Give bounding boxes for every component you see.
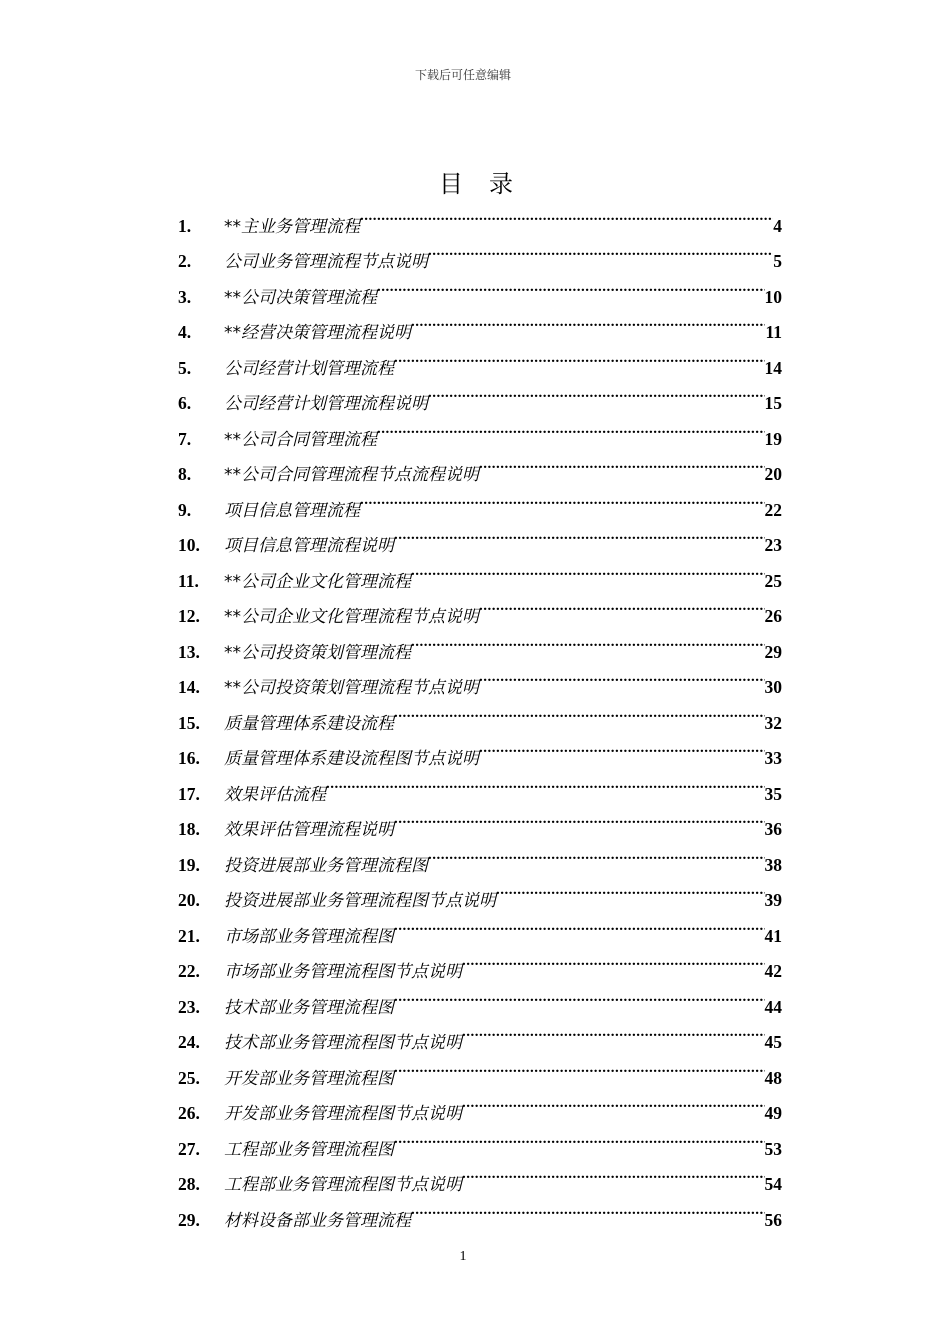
toc-entry-title: 项目信息管理流程 [224,500,360,521]
toc-entry-title: 市场部业务管理流程图 [224,926,394,947]
toc-entry-title: 技术部业务管理流程图 [224,997,394,1018]
toc-entry-number: 24. [178,1032,200,1052]
toc-entry-page: 11 [765,322,782,342]
toc-entry-title: 开发部业务管理流程图节点说明 [224,1104,462,1124]
toc-entry-number: 16. [178,748,200,768]
toc-entry-number: 1. [178,215,192,236]
toc-entry-number: 8. [178,464,192,484]
toc-entry-title: **公司投资策划管理流程节点说明 [224,678,479,698]
toc-entry-page: 35 [764,783,782,804]
toc-entry-number: 21. [178,925,200,946]
toc-entry-title: 投资进展部业务管理流程图节点说明 [224,891,496,911]
toc-dot-leader [394,516,765,552]
toc-entry-number: 15. [178,712,200,733]
toc-entry-number: 3. [178,286,192,307]
toc-entry[interactable] [178,196,782,237]
toc-entry-page: 15 [764,393,782,413]
toc-entry-number: 2. [178,251,192,271]
toc-entry-number: 13. [178,641,200,662]
toc-entry-page: 54 [764,1174,782,1194]
toc-entry-title: 公司经营计划管理流程 [224,358,394,379]
toc-entry-number: 28. [178,1174,200,1194]
toc-entry-number: 26. [178,1103,200,1123]
toc-dot-leader [411,303,765,339]
toc-entry-title: 技术部业务管理流程图节点说明 [224,1033,462,1053]
toc-entry-title: 项目信息管理流程说明 [224,536,394,556]
page-number: 1 [459,1249,467,1264]
toc-dot-leader [394,906,765,942]
toc-dot-leader [394,1119,765,1155]
toc-dot-leader [479,658,765,694]
toc-entry-number: 19. [178,854,200,875]
toc-entry-number: 12. [178,606,200,626]
toc-entry-number: 14. [178,677,200,697]
toc-dot-leader [428,232,773,268]
toc-dot-leader [462,942,765,978]
toc-dot-leader [394,1048,765,1084]
toc-dot-leader [360,480,765,516]
toc-dot-leader [411,551,765,587]
toc-entry-number: 6. [178,393,192,413]
toc-entry-number: 10. [178,535,200,555]
toc-dot-leader [411,1190,765,1226]
toc-entry-title: 开发部业务管理流程图 [224,1068,394,1089]
toc-dot-leader [411,622,765,658]
toc-entry-page: 30 [764,677,782,697]
toc-entry-page: 23 [764,535,782,555]
toc-entry-page: 22 [764,499,782,520]
toc-entry-title: **公司合同管理流程节点流程说明 [224,465,479,485]
toc-entry-page: 26 [764,606,782,626]
toc-dot-leader [394,338,765,374]
toc-dot-leader [360,196,773,232]
toc-entry-title: **经营决策管理流程说明 [224,323,411,343]
toc-dot-leader [462,1084,765,1120]
toc-entry-number: 18. [178,819,200,839]
toc-entry-page: 53 [764,1138,782,1159]
toc-entry-page: 5 [773,251,782,271]
toc-entry-page: 4 [773,215,782,236]
toc-entry-number: 4. [178,322,192,342]
toc-entry-number: 7. [178,428,192,449]
toc-entry-page: 25 [764,570,782,591]
toc-entry-number: 27. [178,1138,200,1159]
toc-entry-number: 23. [178,996,200,1017]
toc-dot-leader [377,409,765,445]
toc-entry-number: 5. [178,357,192,378]
toc-entry-page: 38 [764,854,782,875]
toc-entry-number: 17. [178,783,200,804]
toc-entry-number: 11. [178,570,199,591]
toc-dot-leader [428,835,765,871]
toc-entry-title: 工程部业务管理流程图 [224,1139,394,1160]
toc-entry-page: 20 [764,464,782,484]
toc-dot-leader [479,729,765,765]
toc-title: 目录 [439,170,539,198]
toc-entry-title: 投资进展部业务管理流程图 [224,855,428,876]
toc-dot-leader [496,871,765,907]
toc-dot-leader [479,587,765,623]
toc-entry-page: 33 [764,748,782,768]
toc-dot-leader [479,445,765,481]
toc-entry-title: **公司企业文化管理流程 [224,571,411,592]
toc-entry-page: 48 [764,1067,782,1088]
toc-entry-page: 45 [764,1032,782,1052]
toc-entry-title: 公司业务管理流程节点说明 [224,252,428,272]
toc-entry-title: 工程部业务管理流程图节点说明 [224,1175,462,1195]
toc-entry-page: 32 [764,712,782,733]
toc-entry-page: 29 [764,641,782,662]
toc-dot-leader [326,764,765,800]
toc-dot-leader [428,374,765,410]
toc-entry-page: 10 [764,286,782,307]
header-note: 下载后可任意编辑 [414,68,511,82]
toc-entry-title: 材料设备部业务管理流程 [224,1210,411,1231]
toc-entry-title: 效果评估管理流程说明 [224,820,394,840]
toc-entry-title: 质量管理体系建设流程 [224,713,394,734]
toc-entry-title: **公司决策管理流程 [224,287,377,308]
toc-dot-leader [394,800,765,836]
toc-entry-title: 公司经营计划管理流程说明 [224,394,428,414]
toc-entry-page: 36 [764,819,782,839]
toc-entry-page: 44 [764,996,782,1017]
toc-list [178,196,782,1231]
toc-dot-leader [394,693,765,729]
toc-entry-title: 质量管理体系建设流程图节点说明 [224,749,479,769]
toc-dot-leader [462,1155,765,1191]
toc-entry-title: 效果评估流程 [224,784,326,805]
toc-entry-page: 49 [764,1103,782,1123]
toc-entry-title: **主业务管理流程 [224,216,360,237]
toc-entry-page: 56 [764,1209,782,1230]
toc-dot-leader [462,1013,765,1049]
toc-entry-page: 42 [764,961,782,981]
toc-entry-number: 25. [178,1067,200,1088]
toc-entry-title: **公司合同管理流程 [224,429,377,450]
toc-entry-page: 39 [764,890,782,910]
toc-entry-number: 20. [178,890,200,910]
toc-entry-number: 22. [178,961,200,981]
toc-entry-title: **公司企业文化管理流程节点说明 [224,607,479,627]
toc-entry-title: **公司投资策划管理流程 [224,642,411,663]
toc-entry-number: 29. [178,1209,200,1230]
toc-entry-page: 41 [764,925,782,946]
toc-entry-number: 9. [178,499,192,520]
toc-entry-title: 市场部业务管理流程图节点说明 [224,962,462,982]
toc-entry-page: 19 [764,428,782,449]
toc-dot-leader [394,977,765,1013]
toc-entry-page: 14 [764,357,782,378]
toc-dot-leader [377,267,765,303]
